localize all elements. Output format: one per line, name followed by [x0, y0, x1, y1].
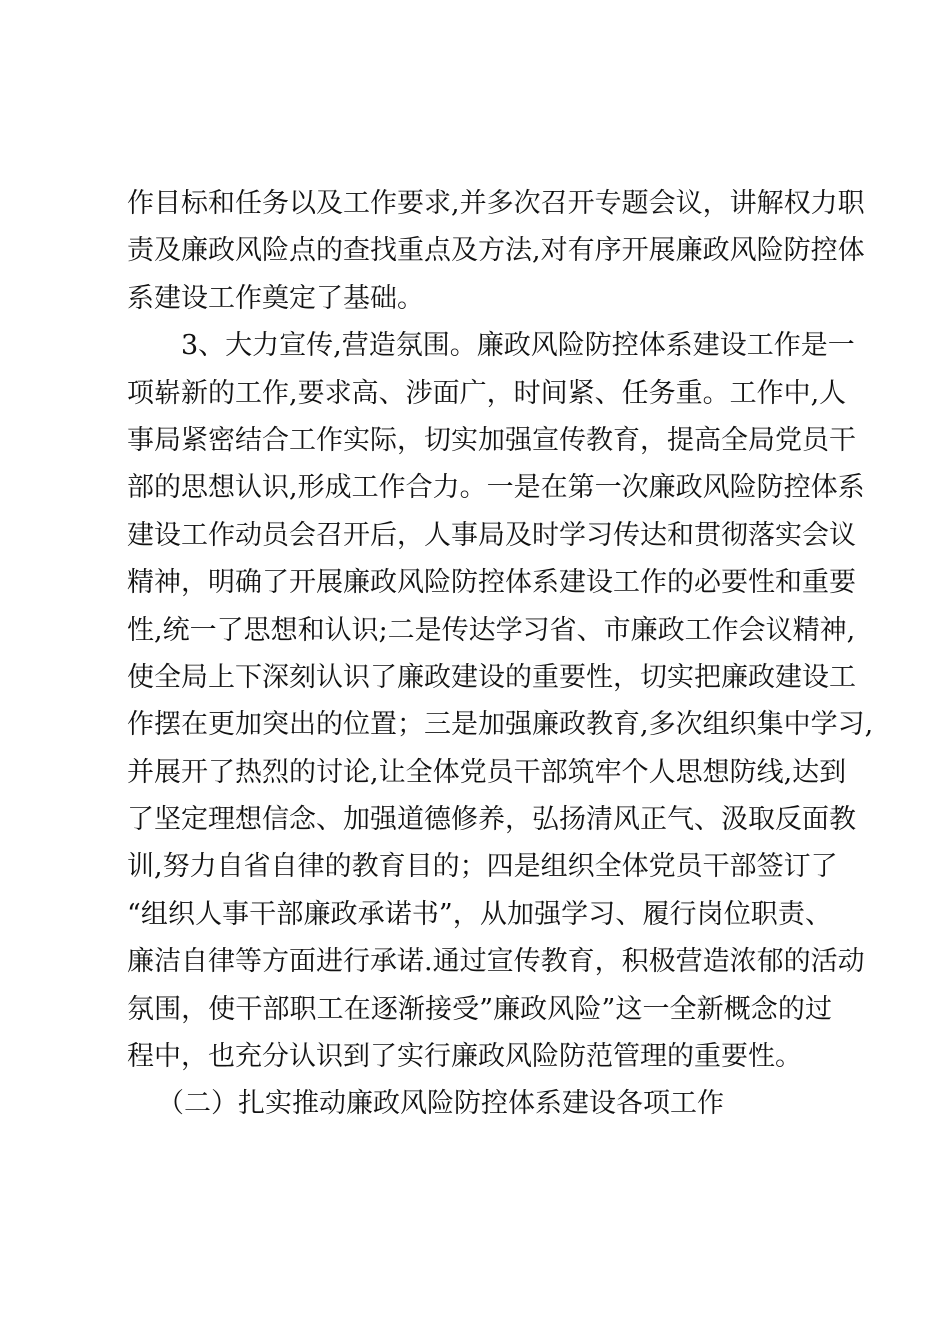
text-line-16: “组织人事干部廉政承诺书”，从加强学习、履行岗位职责、 — [127, 898, 832, 930]
text-line-1: 作目标和任务以及工作要求,并多次召开专题会议，讲解权力职 — [127, 188, 865, 219]
text-line-4-section-3-heading: 3、大力宣传,营造氛围。廉政风险防控体系建设工作是一 — [181, 330, 855, 362]
text-line-5: 项崭新的工作,要求高、涉面广，时间紧、任务重。工作中,人 — [127, 377, 847, 409]
text-line-6: 事局紧密结合工作实际，切实加强宣传教育，提高全局党员干 — [127, 424, 856, 456]
text-line-12: 作摆在更加突出的位置；三是加强廉政教育,多次组织集中学习, — [127, 709, 874, 741]
text-line-15: 训,努力自省自律的教育目的；四是组织全体党员干部签订了 — [127, 851, 838, 883]
text-line-9: 精神，明确了开展廉政风险防控体系建设工作的必要性和重要 — [127, 567, 856, 599]
text-line-17: 廉洁自律等方面进行承诺.通过宣传教育，积极营造浓郁的活动 — [127, 946, 865, 978]
text-line-2: 责及廉政风险点的查找重点及方法,对有序开展廉政风险防控体 — [127, 235, 865, 267]
text-line-18: 氛围，使干部职工在逐渐接受”廉政风险”这一全新概念的过 — [127, 993, 832, 1025]
text-line-3-paragraph-end: 系建设工作奠定了基础。 — [127, 282, 424, 314]
text-line-11: 使全局上下深刻认识了廉政建设的重要性，切实把廉政建设工 — [127, 661, 856, 693]
text-line-8: 建设工作动员会召开后，人事局及时学习传达和贯彻落实会议 — [127, 519, 856, 551]
text-line-10: 性,统一了思想和认识;二是传达学习省、市廉政工作会议精神, — [127, 614, 856, 646]
text-line-13: 并展开了热烈的讨论,让全体党员干部筑牢个人思想防线,达到 — [127, 756, 847, 788]
section-heading-2: （二）扎实推动廉政风险防控体系建设各项工作 — [157, 1088, 724, 1120]
text-line-19-paragraph-end: 程中，也充分认识到了实行廉政风险防范管理的重要性。 — [127, 1041, 802, 1073]
text-line-14: 了坚定理想信念、加强道德修养，弘扬清风正气、汲取反面教 — [127, 804, 856, 836]
text-line-7: 部的思想认识,形成工作合力。一是在第一次廉政风险防控体系 — [127, 472, 865, 504]
body-text — [127, 180, 874, 1128]
